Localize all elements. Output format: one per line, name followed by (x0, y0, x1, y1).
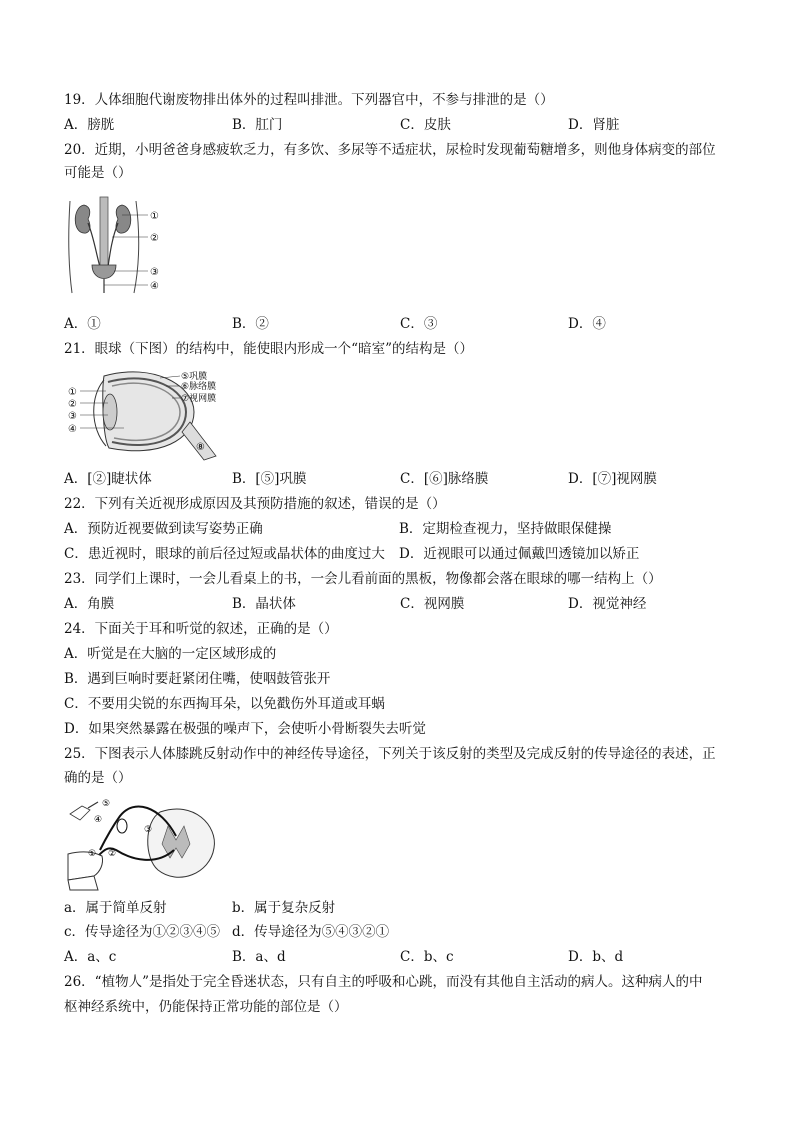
q23-option-a[interactable]: A．角膜 (64, 596, 115, 612)
q25-option-c[interactable]: C．b、c (400, 949, 454, 965)
q25-label-5: ⑤ (102, 799, 111, 809)
q25-stem-line2: 确的是（） (64, 770, 132, 786)
q20-options (64, 315, 744, 333)
q19-stem: 19．人体细胞代谢废物排出体外的过程叫排泄。下列器官中，不参与排泄的是（） (64, 92, 554, 108)
q22-option-c[interactable]: C．患近视时，眼球的前后径过短或晶状体的曲度过大 (64, 546, 385, 562)
q19-option-c[interactable]: C．皮肤 (400, 117, 451, 133)
q25-label-2: ② (108, 849, 117, 859)
q25-choice-d: d．传导途径为⑤④③②① (232, 924, 390, 940)
q19-options (64, 116, 744, 134)
q23-option-b[interactable]: B．晶状体 (232, 596, 296, 612)
q20-option-d[interactable]: D．④ (568, 316, 606, 332)
leg (68, 852, 103, 880)
q24-option-c[interactable]: C．不要用尖锐的东西掏耳朵，以免戳伤外耳道或耳蜗 (64, 696, 385, 712)
q19-option-b[interactable]: B．肛门 (232, 117, 283, 133)
q25-options (64, 948, 744, 966)
spine (100, 197, 108, 267)
q21-label-5: ⑤巩膜 (181, 372, 208, 382)
q22-stem: 22．下列有关近视形成原因及其预防措施的叙述，错误的是（） (64, 496, 446, 512)
q22-option-b[interactable]: B．定期检查视力，坚持做眼保健操 (399, 521, 612, 537)
optic-nerve (182, 422, 216, 460)
q20-label-3: ③ (150, 267, 159, 278)
q25-label-3: ③ (144, 825, 153, 835)
q25-option-a[interactable]: A．a、c (64, 949, 117, 965)
q20-option-b[interactable]: B．② (232, 316, 269, 332)
q25-option-d[interactable]: D．b、d (568, 949, 624, 965)
ureter-left (88, 223, 100, 267)
q21-label-7: ⑦视网膜 (181, 394, 217, 404)
q20-label-1: ① (150, 211, 159, 222)
urinary-system-figure (64, 193, 174, 298)
ganglion (117, 819, 127, 833)
q21-label-2: ② (68, 399, 77, 410)
q19-option-a[interactable]: A．膀胱 (64, 117, 115, 133)
q24-option-d[interactable]: D．如果突然暴露在极强的噪声下，会使听小骨断裂失去听觉 (64, 721, 426, 737)
knee-reflex-figure (64, 796, 220, 892)
q21-option-b[interactable]: B．[⑤]巩膜 (232, 471, 307, 487)
kidney-right (116, 205, 131, 233)
bladder (92, 265, 116, 279)
body-outline-left (69, 201, 72, 293)
q21-label-4: ④ (68, 424, 77, 435)
q20-label-2: ② (150, 233, 159, 244)
eyeball-figure (64, 366, 224, 462)
q25-option-b[interactable]: B．a、d (232, 949, 286, 965)
q26-stem-line1: 26．“植物人”是指处于完全昏迷状态，只有自主的呼吸和心跳，而没有其他自主活动的病人。这种病人的中 (64, 974, 703, 990)
q21-label-8: ⑧ (196, 442, 205, 453)
q25-choice-a: a．属于简单反射 (64, 900, 167, 916)
q22-options-row1 (64, 520, 744, 538)
q25-choices-cd (64, 923, 744, 941)
q22-option-d[interactable]: D．近视眼可以通过佩戴凹透镜加以矫正 (399, 546, 640, 562)
q20-stem-line2: 可能是（） (64, 165, 132, 181)
q23-option-c[interactable]: C．视网膜 (400, 596, 465, 612)
q21-option-d[interactable]: D．[⑦]视网膜 (568, 471, 657, 487)
q20-label-4: ④ (150, 281, 159, 292)
q24-option-a[interactable]: A．听觉是在大脑的一定区域形成的 (64, 646, 277, 662)
q23-stem: 23．同学们上课时，一会儿看桌上的书，一会儿看前面的黑板，物像都会落在眼球的哪一结构上（） (64, 571, 662, 587)
q21-option-c[interactable]: C．[⑥]脉络膜 (400, 471, 489, 487)
q25-label-4: ④ (94, 815, 103, 825)
q23-options (64, 595, 744, 613)
reflex-hammer (88, 802, 98, 808)
q21-options (64, 470, 744, 488)
q25-choice-c: c．传导途径为①②③④⑤ (64, 924, 221, 940)
q24-stem: 24．下面关于耳和听觉的叙述，正确的是（） (64, 621, 338, 637)
q20-stem-line1: 20．近期，小明爸爸身感疲软乏力，有多饮、多尿等不适症状，尿检时发现葡萄糖增多，则他身体病变的部位 (64, 142, 716, 158)
q24-option-b[interactable]: B．遇到巨响时要赶紧闭住嘴，使咽鼓管张开 (64, 671, 331, 687)
q22-option-a[interactable]: A．预防近视要做到读写姿势正确 (64, 521, 263, 537)
q25-choice-b: b．属于复杂反射 (232, 900, 336, 916)
q21-label-6: ⑥脉络膜 (181, 382, 217, 392)
hand (70, 806, 90, 820)
q21-label-3: ③ (68, 411, 77, 422)
q25-choices-ab (64, 899, 744, 917)
kidney-left (75, 205, 90, 233)
q21-option-a[interactable]: A．[②]睫状体 (64, 471, 152, 487)
q20-option-a[interactable]: A．① (64, 316, 101, 332)
q19-option-d[interactable]: D．肾脏 (568, 117, 620, 133)
q23-option-d[interactable]: D．视觉神经 (568, 596, 647, 612)
q20-option-c[interactable]: C．③ (400, 316, 438, 332)
q25-label-1: ① (88, 849, 97, 859)
q21-label-1: ① (68, 387, 77, 398)
q21-stem: 21．眼球（下图）的结构中，能使眼内形成一个“暗室”的结构是（） (64, 341, 473, 357)
q22-options-row2 (64, 545, 744, 563)
q26-stem-line2: 枢神经系统中，仍能保持正常功能的部位是（） (64, 999, 348, 1015)
lens (103, 394, 117, 430)
q25-stem-line1: 25．下图表示人体膝跳反射动作中的神经传导途径，下列关于该反射的类型及完成反射的传导途径的表述，正 (64, 746, 716, 762)
